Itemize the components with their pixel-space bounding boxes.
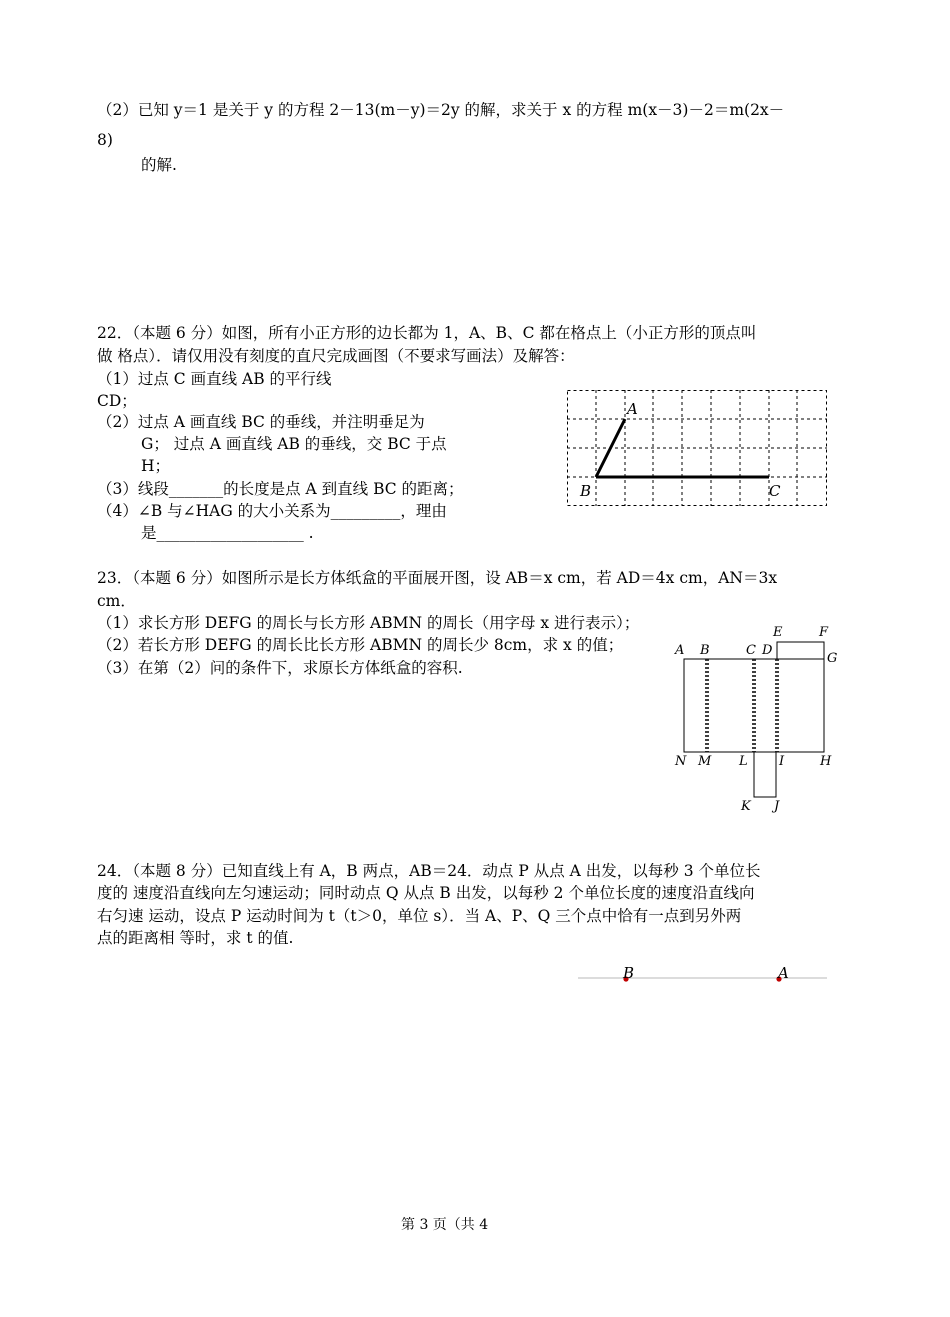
q22-part-2a: （2）过点 A 画直线 BC 的垂线，并注明垂足为 <box>97 413 425 431</box>
line-label-a: A <box>778 964 789 982</box>
net-label-g: G <box>827 651 838 666</box>
q22-line-2: 做 格点）．请仅用没有刻度的直尺完成画图（不要求写画法）及解答： <box>97 347 575 365</box>
q24-line-4: 点的距离相 等时，求 t 的值. <box>97 929 294 947</box>
q21-2-line-1: （2）已知 y＝1 是关于 y 的方程 2－13(m－y)＝2y 的解，求关于 x 的方程 m(x－3)－2＝m(2x－ <box>97 101 785 119</box>
net-label-n: N <box>675 754 687 769</box>
line-label-b: B <box>623 964 635 982</box>
net-label-a: A <box>675 643 685 658</box>
q23-part-3: （3）在第（2）问的条件下，求原长方体纸盒的容积. <box>97 659 463 677</box>
q22-grid-figure <box>567 390 829 508</box>
point-label-a: A <box>627 400 638 418</box>
net-label-i: I <box>779 754 785 769</box>
net-label-m: M <box>698 754 712 769</box>
net-label-l: L <box>739 754 748 769</box>
q23-line-2: cm． <box>97 592 136 610</box>
page-footer: 第 3 页（共 4 <box>401 1217 489 1233</box>
q24-line-figure <box>578 962 828 986</box>
q22-part-1b: CD； <box>97 392 137 410</box>
q23-net-figure <box>672 620 847 818</box>
point-label-b: B <box>580 482 592 500</box>
segment-ab <box>596 419 625 477</box>
point-label-c: C <box>769 482 781 500</box>
net-label-c: C <box>746 643 756 658</box>
q23-part-2: （2）若长方形 DEFG 的周长比长方形 ABMN 的周长少 8cm，求 x 的值； <box>97 636 624 654</box>
q22-part-2c: H； <box>141 457 171 475</box>
q21-2-line-3: 的解. <box>141 156 177 174</box>
q22-part-4a: （4）∠B 与∠HAG 的大小关系为_________，理由 <box>97 502 447 520</box>
q24-line-1: 24．（本题 8 分）已知直线上有 A，B 两点，AB＝24．动点 P 从点 A 出发，以每秒 3 个单位长 <box>97 862 761 880</box>
q22-line-1: 22．（本题 6 分）如图，所有小正方形的边长都为 1，A、B、C 都在格点上（小正方形的顶点叫 <box>97 324 757 342</box>
q23-line-1: 23．（本题 6 分）如图所示是长方体纸盒的平面展开图，设 AB＝x cm，若 AD＝4x cm，AN＝3x <box>97 569 778 587</box>
q22-part-2b: G； 过点 A 画直线 AB 的垂线，交 BC 于点 <box>141 435 447 453</box>
q24-line-2: 度的 速度沿直线向左匀速运动；同时动点 Q 从点 B 出发，以每秒 2 个单位长度的速度沿直线向 <box>97 884 755 902</box>
q24-line-3: 右匀速 运动，设点 P 运动时间为 t（t＞0，单位 s）．当 A、P、Q 三个点中恰有一点到另外两 <box>97 907 742 925</box>
net-label-e: E <box>773 625 783 640</box>
net-label-h: H <box>820 754 832 769</box>
q22-part-3: （3）线段_______的长度是点 A 到直线 BC 的距离； <box>97 480 464 498</box>
net-label-b: B <box>700 643 710 658</box>
net-label-k: K <box>741 799 751 814</box>
q23-part-1: （1）求长方形 DEFG 的周长与长方形 ABMN 的周长（用字母 x 进行表示）； <box>97 614 640 632</box>
net-label-d: D <box>762 643 773 658</box>
net-label-j: J <box>774 799 780 814</box>
q22-part-1a: （1）过点 C 画直线 AB 的平行线 <box>97 370 332 388</box>
q22-part-4b: 是___________________ . <box>141 524 314 542</box>
q21-2-line-2: 8) <box>97 131 113 149</box>
net-label-f: F <box>819 625 829 640</box>
